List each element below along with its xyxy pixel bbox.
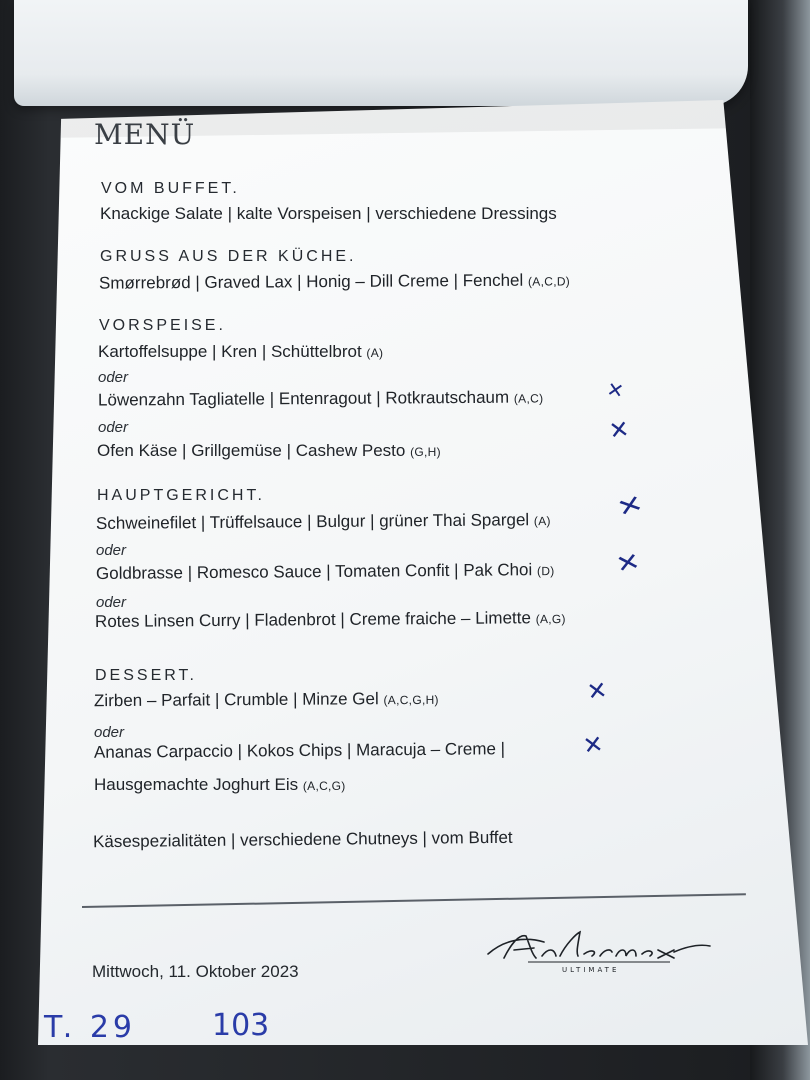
- dessert-item-2-continued: [94, 775, 346, 795]
- oder-separator: oder: [98, 369, 129, 386]
- dish-text: Löwenzahn Tagliatelle | Entenragout | Rotkrautschaum: [97, 387, 510, 410]
- cheese-line: Käsespezialitäten | verschiedene Chutneys | vom Buffet: [92, 827, 513, 852]
- dish-text: Rotes Linsen Curry | Fladenbrot | Creme fraiche – Limette: [94, 608, 531, 632]
- oder-separator: oder: [96, 594, 127, 611]
- selection-mark: ✕: [613, 488, 647, 524]
- andermax-logo: [484, 922, 714, 982]
- dessert-item-1: [94, 689, 439, 711]
- vorspeise-item-3: [97, 441, 441, 461]
- dish-text: Ofen Käse | Grillgemüse | Cashew Pesto: [97, 441, 406, 460]
- footer-divider: [82, 893, 746, 907]
- allergen-codes: (A,C,G,H): [383, 692, 439, 708]
- allergen-codes: (D): [536, 563, 555, 579]
- dish-text: Knackige Salate | kalte Vorspeisen | verschiedene Dressings: [100, 204, 557, 223]
- oder-separator: oder: [98, 419, 129, 436]
- menu-title: MENÜ: [94, 118, 196, 151]
- selection-mark: ✕: [607, 414, 631, 446]
- dish-text: Kartoffelsuppe | Kren | Schüttelbrot: [98, 342, 362, 361]
- dish-text: Smørrebrød | Graved Lax | Honig – Dill Creme | Fenchel: [98, 270, 524, 293]
- handwritten-room-number: 103: [212, 1008, 270, 1043]
- section-heading-hauptgericht: HAUPTGERICHT.: [97, 487, 265, 504]
- section-heading-vorspeise: VORSPEISE.: [99, 317, 226, 334]
- handwritten-table-number: T. 29: [44, 1010, 137, 1045]
- allergen-codes: (A): [533, 514, 551, 529]
- menu-date: Mittwoch, 11. Oktober 2023: [92, 962, 299, 981]
- dish-text: Zirben – Parfait | Crumble | Minze Gel: [93, 689, 379, 711]
- buffet-item: [100, 204, 557, 224]
- selection-mark: ✕: [613, 546, 643, 580]
- oder-separator: oder: [94, 724, 125, 741]
- allergen-codes: (A,C): [513, 391, 544, 406]
- dish-text: Schweinefilet | Trüffelsauce | Bulgur | grüner Thai Spargel: [95, 510, 530, 533]
- dish-text: Hausgemachte Joghurt Eis: [94, 775, 299, 794]
- selection-mark: ✕: [585, 675, 609, 707]
- dish-text: Goldbrasse | Romesco Sauce | Tomaten Confit | Pak Choi: [95, 560, 533, 584]
- logo-tagline: ULTIMATE: [562, 966, 620, 974]
- hauptgericht-item-2: [96, 560, 555, 584]
- selection-mark: ✕: [581, 729, 605, 761]
- gruss-item: [99, 270, 570, 293]
- hauptgericht-item-3: [95, 608, 566, 632]
- allergen-codes: (G,H): [410, 445, 441, 459]
- vorspeise-item-2: [98, 387, 543, 410]
- allergen-codes: (A): [366, 346, 384, 360]
- hauptgericht-item-1: [96, 510, 551, 534]
- allergen-codes: (A,C,G): [302, 779, 346, 793]
- vorspeise-item-1: [98, 342, 383, 362]
- section-heading-gruss: GRUSS AUS DER KÜCHE.: [100, 248, 357, 265]
- allergen-codes: (A,G): [535, 611, 566, 627]
- section-heading-buffet: VOM BUFFET.: [101, 180, 240, 197]
- dessert-item-2: [94, 739, 505, 763]
- oder-separator: oder: [96, 542, 127, 559]
- allergen-codes: (A,C,D): [527, 274, 571, 289]
- dish-text: Ananas Carpaccio | Kokos Chips | Maracuja – Creme |: [93, 739, 506, 762]
- section-heading-dessert: DESSERT.: [95, 667, 197, 684]
- selection-mark: ✕: [605, 376, 626, 404]
